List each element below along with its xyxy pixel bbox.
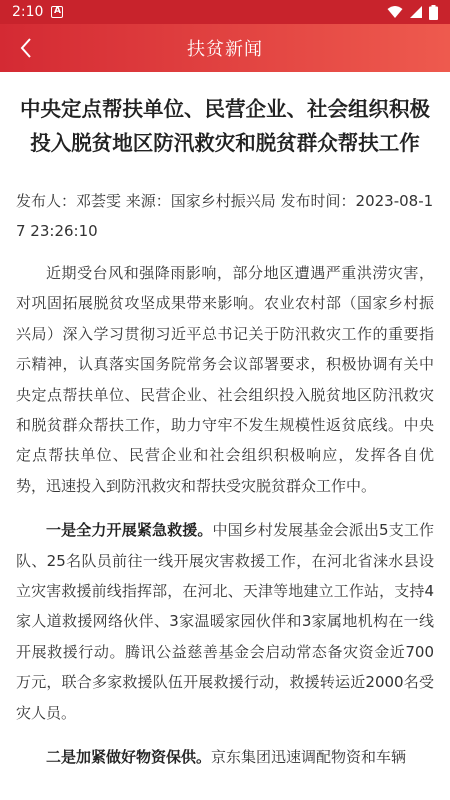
article-paragraph xyxy=(16,742,434,772)
back-button[interactable] xyxy=(6,24,46,72)
paragraph-lead: 二是加紧做好物资保供。 xyxy=(46,748,212,767)
wifi-icon xyxy=(387,5,403,19)
status-icons xyxy=(387,5,438,20)
paragraph-lead: 一是全力开展紧急救援。 xyxy=(46,521,213,540)
chevron-left-icon xyxy=(19,37,33,59)
paragraph-text: 中国乡村发展基金会派出5支工作队、25名队员前往一线开展灾害救援工作，在河北省涞水县设立灾害救援前线指挥部，在河北、天津等地建立工作站，支持4家人道救援网络伙伴、3家温暖家园伙伴和3家属地机构在一线开展救援行动。腾讯公益慈善基金会启动常态备灾资金近700万元，联合多家救援队伍开展救援行动，救援转运近2000名受灾人员。 xyxy=(16,521,434,722)
article-meta: 发布人：邓荟雯 来源：国家乡村振兴局 发布时间：2023-08-17 23:26:10 xyxy=(16,192,434,240)
status-time: 2:10 xyxy=(12,4,44,20)
notification-a-icon: A xyxy=(51,6,63,18)
status-bar xyxy=(0,0,450,24)
page-title: 扶贫新闻 xyxy=(187,39,263,60)
article-title: 中央定点帮扶单位、民营企业、社会组织积极投入脱贫地区防汛救灾和脱贫群众帮扶工作 xyxy=(20,97,430,155)
article-content[interactable] xyxy=(0,72,450,800)
battery-icon xyxy=(429,5,438,20)
article-paragraph xyxy=(16,515,434,728)
signal-icon xyxy=(409,5,423,19)
paragraph-text: 近期受台风和强降雨影响，部分地区遭遇严重洪涝灾害，对巩固拓展脱贫攻坚成果带来影响。农业农村部（国家乡村振兴局）深入学习贯彻习近平总书记关于防汛救灾工作的重要指示精神，认真落实国务院常务会议部署要求，积极协调有关中央定点帮扶单位、民营企业、社会组织投入脱贫地区防汛救灾和脱贫群众帮扶工作，助力守牢不发生规模性返贫底线。中央定点帮扶单位、民营企业和社会组织积极响应，发挥各自优势，迅速投入到防汛救灾和帮扶受灾脱贫群众工作中。 xyxy=(16,264,434,495)
article-paragraph xyxy=(16,258,434,501)
app-header xyxy=(0,24,450,72)
paragraph-text: 京东集团迅速调配物资和车辆 xyxy=(211,748,407,767)
